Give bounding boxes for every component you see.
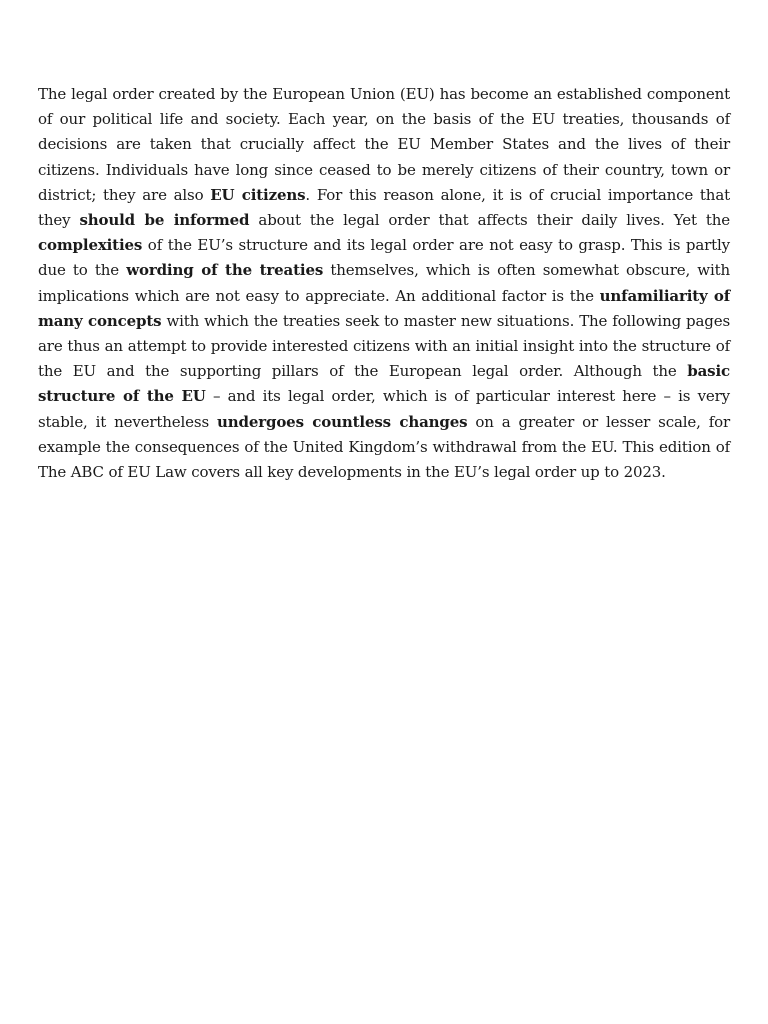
text-run: – and its legal order, which is of particular interest here – is very stable, it nevertheless [38,387,731,431]
bold-text-run: EU citizens [210,185,306,204]
text-run: of the EU’s structure and its legal order are not easy to grasp. This is partly due to the [38,236,730,280]
text-run: . For this reason alone, it is of crucial importance that they [38,185,730,230]
body-paragraph [38,82,730,485]
text-run: on a greater or lesser scale, for example the consequences of the United Kingdom’s withdrawal from the EU. This edition of The ABC of EU Law covers all key developments in the EU’s legal order up to 2023. [38,412,731,482]
bold-text-run: should be informed [79,211,250,230]
bold-text-run: complexities [38,236,143,255]
bold-text-run: unfamiliarity of many concepts [38,286,730,330]
text-run: themselves, which is often somewhat obscure, with implications which are not easy to appreciate. An additional factor is the [38,261,730,305]
bold-text-run: undergoes countless changes [216,412,468,431]
text-run: about the legal order that affects their daily lives. Yet the [249,211,731,230]
bold-text-run: wording of the treaties [126,261,324,280]
text-run: with which the treaties seek to master new situations. The following pages are thus an attempt to provide interested citizens with an initial insight into the structure of the EU and the supporting pillars of the European legal order. Although the [38,311,730,381]
text-run: The legal order created by the European Union (EU) has become an established component of our political life and society. Each year, on the basis of the EU treaties, thousands of decisions are taken that crucially affect the EU Member States and the lives of their citizens. Individuals have long since ceased to be merely citizens of their country, town or district; they are also [38,85,730,204]
document-page [38,82,730,485]
bold-text-run: basic structure of the EU [38,362,730,406]
